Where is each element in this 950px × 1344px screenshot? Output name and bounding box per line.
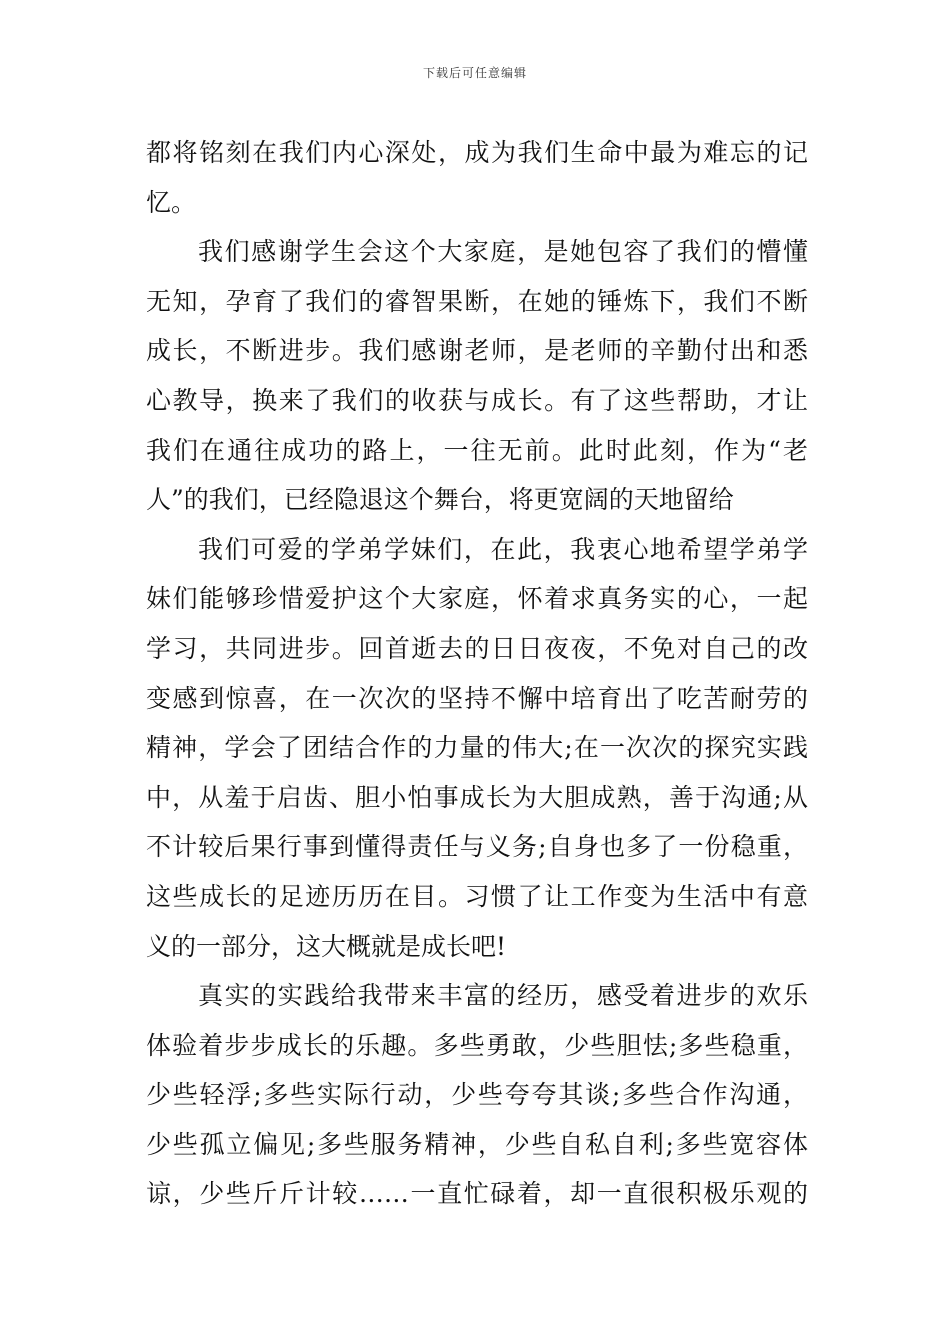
text-line: 我们可爱的学弟学妹们，在此，我衷心地希望学弟学 <box>198 534 808 564</box>
text-line: 学习，共同进步。回首逝去的日日夜夜，不免对自己的改 <box>146 633 808 663</box>
text-line: 妹们能够珍惜爱护这个大家庭，怀着求真务实的心，一起 <box>146 584 808 614</box>
text-line: 不计较后果行事到懂得责任与义务;自身也多了一份稳重， <box>146 832 808 862</box>
body-text <box>146 128 808 1219</box>
text-line: 中，从羞于启齿、胆小怕事成长为大胆成熟，善于沟通;从 <box>146 782 808 812</box>
text-line: 变感到惊喜，在一次次的坚持不懈中培育出了吃苦耐劳的 <box>146 683 808 713</box>
text-line: 真实的实践给我带来丰富的经历，感受着进步的欢乐 <box>198 981 808 1011</box>
text-line: 心教导，换来了我们的收获与成长。有了这些帮助，才让 <box>146 385 808 415</box>
text-line: 人”的我们，已经隐退这个舞台，将更宽阔的天地留给 <box>146 485 734 515</box>
page-header: 下载后可任意编辑 <box>422 66 527 80</box>
text-line: 精神，学会了团结合作的力量的伟大;在一次次的探究实践 <box>146 733 808 763</box>
text-line: 少些轻浮;多些实际行动，少些夸夸其谈;多些合作沟通， <box>146 1080 808 1110</box>
text-line: 谅，少些斤斤计较……一直忙碌着，却一直很积极乐观的 <box>146 1179 808 1209</box>
text-line: 忆。 <box>146 187 197 217</box>
text-line: 少些孤立偏见;多些服务精神，少些自私自利;多些宽容体 <box>146 1129 808 1159</box>
text-line: 体验着步步成长的乐趣。多些勇敢，少些胆怯;多些稳重， <box>146 1030 808 1060</box>
text-line: 这些成长的足迹历历在目。习惯了让工作变为生活中有意 <box>146 881 808 911</box>
text-line: 我们在通往成功的路上，一往无前。此时此刻，作为“老 <box>146 435 808 465</box>
text-line: 都将铭刻在我们内心深处，成为我们生命中最为难忘的记 <box>146 138 808 167</box>
text-line: 义的一部分，这大概就是成长吧! <box>146 931 507 961</box>
text-line: 成长，不断进步。我们感谢老师，是老师的辛勤付出和悉 <box>146 336 808 366</box>
text-line: 无知，孕育了我们的睿智果断，在她的锤炼下，我们不断 <box>146 286 808 316</box>
text-line: 我们感谢学生会这个大家庭，是她包容了我们的懵懂 <box>198 237 808 267</box>
